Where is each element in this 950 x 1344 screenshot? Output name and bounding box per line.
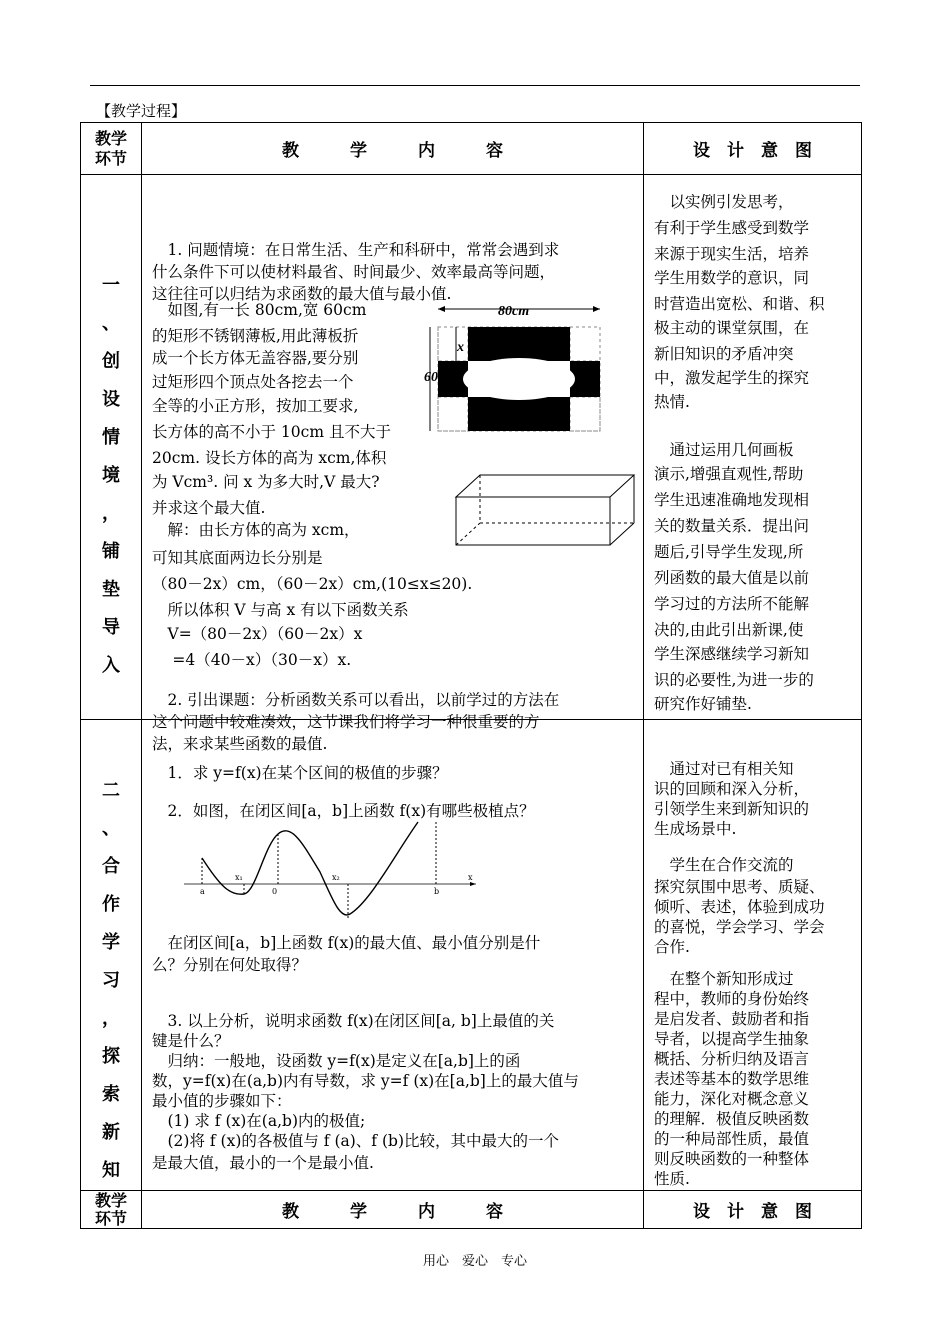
stage-title-char: 境 [102, 465, 120, 486]
text-line: 2. 引出课题：分析函数关系可以看出，以前学过的方法在 [152, 691, 560, 709]
stage1-intent [644, 175, 862, 720]
text-line: 的一种局部性质，最值 [654, 1130, 810, 1148]
text-line: 全等的小正方形，按加工要求, [152, 397, 359, 415]
text-line: 学生深感继续学习新知 [654, 645, 810, 663]
stage1-row [81, 175, 862, 720]
text-line: 程中，教师的身份始终 [654, 990, 810, 1008]
text-line: 么？分别在何处取得？ [152, 956, 308, 974]
text-line: 合作. [654, 938, 690, 956]
stage-title-char: 知 [102, 1160, 120, 1181]
text-line: 新旧知识的矛盾冲突 [654, 345, 794, 363]
stage-title-char: 、 [102, 313, 120, 334]
stage-title-char: 一 [102, 275, 120, 296]
text-line: 倾听、表述，体验到成功 [654, 898, 825, 916]
text-line: 3. 以上分析，说明求函数 f(x)在闭区间[a, b]上最值的关 [152, 1012, 555, 1030]
text-line: 这往往可以归结为求函数的最大值与最小值. [152, 285, 452, 303]
stage-title-char: 习 [102, 970, 120, 991]
stage2-row [81, 720, 862, 1191]
text-line: 过矩形四个顶点处各挖去一个 [152, 373, 354, 391]
footer-header-content: 教 学 内 容 [142, 1191, 644, 1229]
text-line: 2．如图，在闭区间[a，b]上函数 f(x)有哪些极植点？ [152, 802, 535, 820]
text-line: 通过对已有相关知 [654, 760, 794, 778]
header-intent: 设 计 意 图 [644, 123, 862, 175]
graph-label-x-axis: x [468, 873, 473, 882]
stage-title-char: 垫 [102, 579, 120, 600]
stage-title-char: 二 [102, 780, 120, 801]
text-line: 的理解．极值反映函数 [654, 1110, 810, 1128]
stage-title-char: 铺 [102, 541, 120, 562]
stage-title-char: 入 [102, 655, 120, 676]
graph-label-x1: x₁ [235, 873, 243, 882]
text-line: 1. 问题情境：在日常生活、生产和科研中，常常会遇到求 [152, 241, 560, 259]
text-line: 学生在合作交流的 [654, 856, 794, 874]
text-line: 如图,有一长 80cm,宽 60cm [152, 301, 367, 319]
stage-title-char: 、 [102, 818, 120, 839]
graph-label-b: b [434, 887, 440, 896]
text-line: 是最大值，最小的一个是最小值. [152, 1154, 374, 1172]
footer-header-intent: 设 计 意 图 [644, 1191, 862, 1229]
stage-title-char: 设 [102, 389, 120, 410]
header-content: 教 学 内 容 [142, 123, 644, 175]
graph-label-origin: 0 [272, 887, 278, 896]
text-line: 是启发者、鼓励者和指 [654, 1010, 810, 1028]
stage-title-char: 导 [102, 617, 120, 638]
text-line: 这个问题中较难凑效，这节课我们将学习一种很重要的方 [152, 713, 540, 731]
stage1-title [81, 175, 142, 720]
text-line: 时营造出宽松、和谐、积 [654, 295, 825, 313]
graph-label-a: a [200, 887, 205, 896]
stage2-intent [644, 720, 862, 1191]
text-line: 来源于现实生活，培养 [654, 245, 810, 263]
text-line: 导者，以提高学生抽象 [654, 1030, 810, 1048]
stage2-content [142, 720, 644, 1191]
text-line: 决的,由此引出新课,使 [654, 621, 804, 639]
steel-sheet-figure [424, 299, 640, 439]
figure-side-label: x [457, 340, 464, 355]
text-line: 学生迅速准确地发现相 [654, 491, 810, 509]
text-line: 热情. [654, 393, 690, 411]
text-line: 什么条件下可以使材料最省、时间最少、效率最高等问题， [152, 263, 556, 281]
text-line: 列函数的最大值是以前 [654, 569, 810, 587]
text-line: 极主动的课堂氛围，在 [654, 319, 810, 337]
text-line: 可知其底面两边长分别是 [152, 549, 323, 567]
text-line: 数，y=f(x)在(a,b)内有导数，求 y=f (x)在[a,b]上的最大值与 [152, 1072, 579, 1090]
text-line: 表述等基本的数学思维 [654, 1070, 810, 1088]
stage-title-char: 索 [102, 1084, 120, 1105]
text-line: 为 Vcm³. 问 x 为多大时,V 最大? [152, 473, 380, 491]
figure-width-label: 80cm [498, 304, 530, 319]
stage-title-char: ， [102, 503, 120, 524]
text-line: 并求这个最大值. [152, 499, 266, 517]
text-line: 20cm. 设长方体的高为 xcm,体积 [152, 449, 387, 467]
stage-title-char: 新 [102, 1122, 120, 1143]
stage-title-char: 探 [102, 1046, 120, 1067]
text-line: 学习过的方法所不能解 [654, 595, 810, 613]
text-line: （80－2x）cm，（60－2x）cm,(10≤x≤20). [152, 575, 473, 593]
text-line: 在闭区间[a，b]上函数 f(x)的最大值、最小值分别是什 [152, 934, 541, 952]
text-line: 在整个新知形成过 [654, 970, 794, 988]
text-line: 能力，深化对概念意义 [654, 1090, 810, 1108]
header-stage: 教学环节 [81, 123, 142, 175]
function-graph [182, 816, 482, 926]
text-line: (2)将 f (x)的各极值与 f (a)、f (b)比较，其中最大的一个 [152, 1132, 559, 1150]
text-line: 研究作好铺垫. [654, 695, 752, 713]
text-line: 演示,增强直观性,帮助 [654, 465, 804, 483]
text-line: 所以体积 V 与高 x 有以下函数关系 [152, 601, 409, 619]
text-line: 则反映函数的一种整体 [654, 1150, 810, 1168]
text-line: 探究氛围中思考、质疑、 [654, 878, 825, 896]
text-line: 识的必要性,为进一步的 [654, 671, 814, 689]
text-line: 法，来求某些函数的最值. [152, 735, 328, 753]
stage-title-char: 作 [102, 894, 120, 915]
figure-height-label: 60cm [424, 370, 456, 385]
cuboid-figure [454, 473, 639, 549]
stage-title-char: 合 [102, 856, 120, 877]
text-line: 的矩形不锈钢薄板,用此薄板折 [152, 327, 359, 345]
stage-title-char: 创 [102, 351, 120, 372]
text-line: 关的数量关系．提出问 [654, 517, 810, 535]
text-line: =4（40－x）（30－x）x. [152, 651, 352, 669]
text-line: 的喜悦，学会学习、学会 [654, 918, 825, 936]
stage-title-char: ， [102, 1008, 120, 1029]
stage2-title [81, 720, 142, 1191]
footer-header-stage: 教学环节 [81, 1191, 142, 1229]
text-line: V=（80－2x）（60－2x）x [152, 625, 363, 643]
text-line: 中，激发起学生的探究 [654, 369, 810, 387]
text-line: 成一个长方体无盖容器,要分别 [152, 349, 359, 367]
section-heading: 【教学过程】 [96, 102, 187, 120]
text-line: 引领学生来到新知识的 [654, 800, 810, 818]
text-line: 概括、分析归纳及语言 [654, 1050, 810, 1068]
text-line: 长方体的高不小于 10cm 且不大于 [152, 423, 391, 441]
text-line: 解：由长方体的高为 xcm， [152, 521, 360, 539]
page-footer: 用心 爱心 专心 [422, 1254, 527, 1269]
stage1-content [142, 175, 644, 753]
text-line: 归纳：一般地，设函数 y=f(x)是定义在[a,b]上的函 [152, 1052, 521, 1070]
teaching-process-table [80, 122, 862, 1229]
text-line: 题后,引导学生发现,所 [654, 543, 804, 561]
text-line: 学生用数学的意识，同 [654, 269, 810, 287]
stage-title-char: 情 [102, 427, 120, 448]
text-line: (1) 求 f (x)在(a,b)内的极值; [152, 1112, 366, 1130]
text-line: 识的回顾和深入分析， [654, 780, 810, 798]
table-footer-header-row [81, 1191, 862, 1229]
text-line: 以实例引发思考， [654, 193, 794, 211]
top-rule [90, 85, 860, 86]
text-line: 键是什么？ [152, 1032, 230, 1050]
table-header-row [81, 123, 862, 175]
text-line: 通过运用几何画板 [654, 441, 794, 459]
text-line: 有利于学生感受到数学 [654, 219, 810, 237]
stage-title-char: 学 [102, 932, 120, 953]
graph-label-x2: x₂ [332, 873, 340, 882]
text-line: 最小值的步骤如下： [152, 1092, 292, 1110]
text-line: 1．求 y=f(x)在某个区间的极值的步骤？ [152, 764, 448, 782]
text-line: 生成场景中. [654, 820, 737, 838]
text-line: 性质. [654, 1170, 690, 1188]
